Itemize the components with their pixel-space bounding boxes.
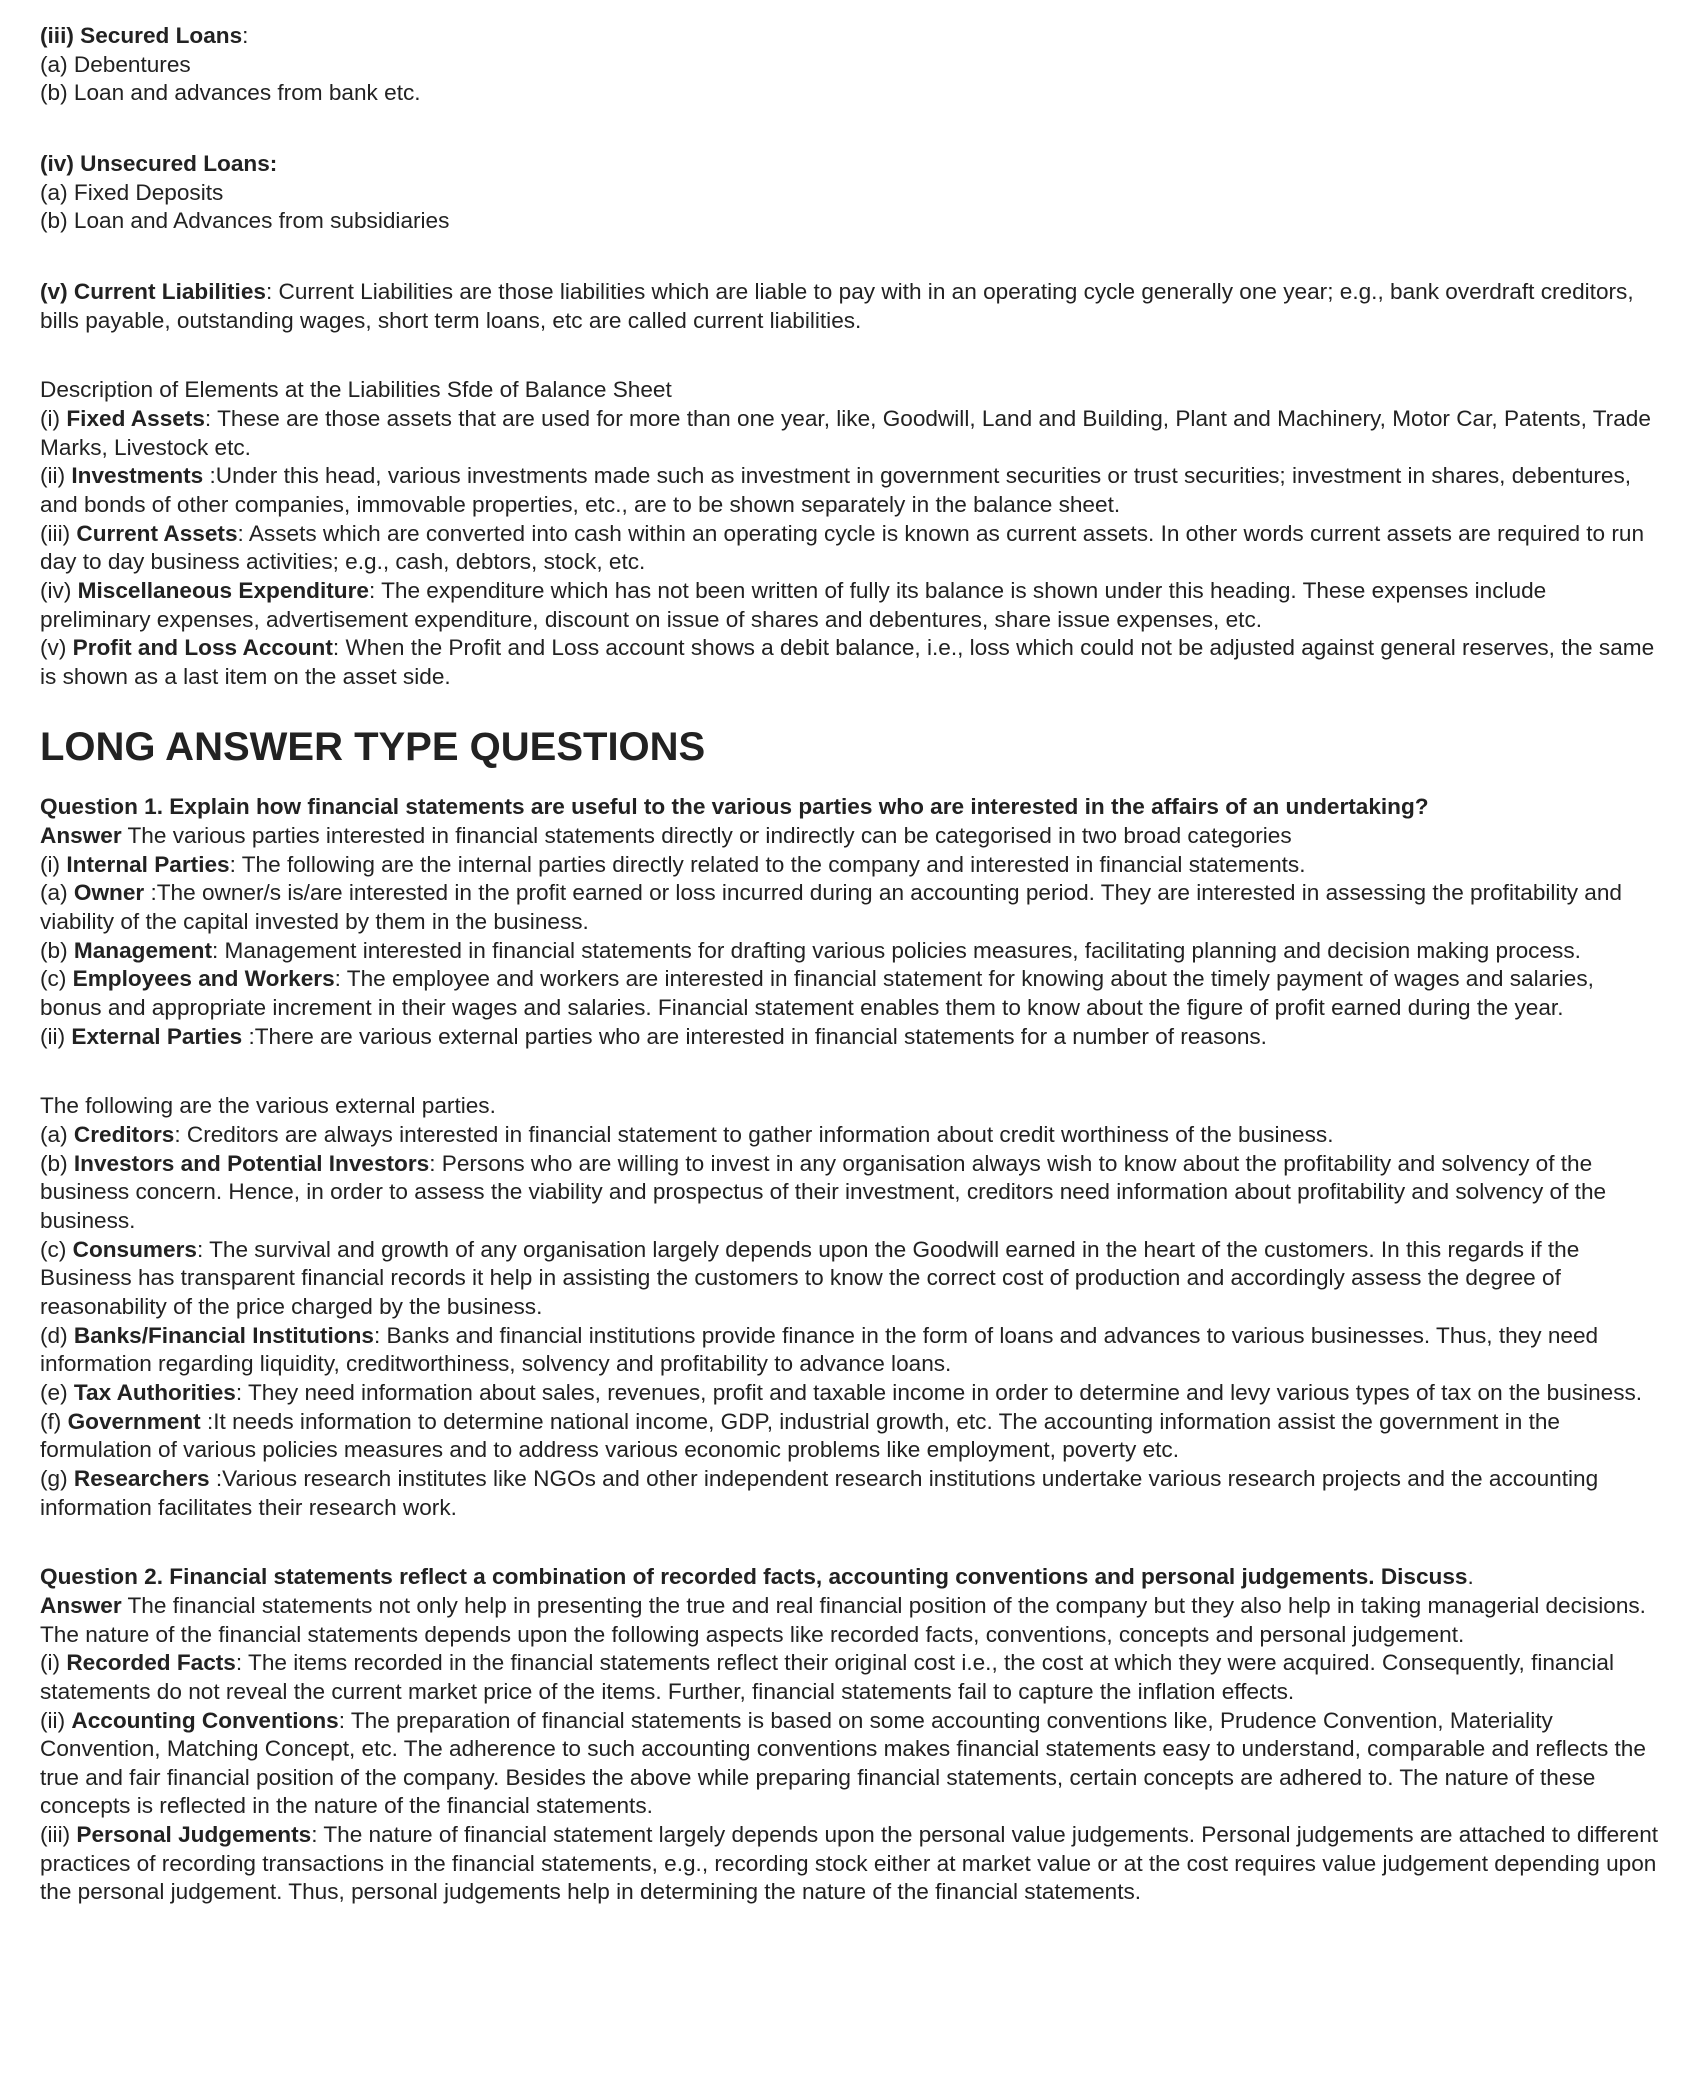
question-suffix: . bbox=[1467, 1564, 1474, 1590]
item-label: Recorded Facts bbox=[66, 1650, 236, 1676]
answer-text: The financial statements not only help in presenting the true and real financial position of the company but they also help in taking managerial decisions. The nature of the financial statements depends upon the following aspects like recorded facts, conventions, concepts and personal judgement. bbox=[40, 1592, 1646, 1647]
item-text: :There are various external parties who are interested in financial statements for a number of reasons. bbox=[242, 1023, 1267, 1049]
current-liabilities-paragraph bbox=[40, 278, 1660, 335]
item-prefix: (c) bbox=[40, 1236, 73, 1262]
external-party-item bbox=[40, 1150, 1660, 1236]
item-prefix: (i) bbox=[40, 851, 67, 877]
answer-intro bbox=[40, 822, 1660, 851]
question-title bbox=[40, 1563, 1660, 1592]
item-text: : Current Liabilities are those liabilities which are liable to pay with in an operating cycle generally one year; e.g., bank overdraft creditors, bills payable, outstanding wages, short term loans, etc are called current liabilities. bbox=[40, 278, 1634, 333]
answer-label: Answer bbox=[40, 823, 122, 849]
item-label: Government bbox=[67, 1408, 201, 1434]
item-text: : The survival and growth of any organisation largely depends upon the Goodwill earned in the heart of the customers. In this regards if the Business has transparent financial records it help in assisting the customers to know the correct cost of production and accordingly assess the degree of reasonability of the price charged by the business. bbox=[40, 1236, 1580, 1319]
item-label: Profit and Loss Account bbox=[72, 635, 333, 661]
external-party-item bbox=[40, 1465, 1660, 1522]
item-prefix: (i) bbox=[40, 1650, 67, 1676]
list-item: (a) Fixed Deposits bbox=[40, 179, 224, 205]
answer-item-accounting-conventions bbox=[40, 1707, 1660, 1822]
item-prefix: (a) bbox=[40, 1122, 74, 1148]
item-label: Investors and Potential Investors bbox=[73, 1150, 430, 1176]
item-label: Creditors bbox=[73, 1122, 175, 1148]
section-heading: LONG ANSWER TYPE QUESTIONS bbox=[40, 725, 706, 770]
item-prefix: (b) bbox=[40, 1150, 74, 1176]
item-text: :Various research institutes like NGOs and other independent research institutions undertake various research projects and the accounting information facilitates their research work. bbox=[40, 1465, 1599, 1520]
item-label: Personal Judgements bbox=[76, 1822, 312, 1848]
heading-label: Secured Loans bbox=[80, 23, 243, 48]
answer-text: The various parties interested in financial statements directly or indirectly can be categorised in two broad categories bbox=[121, 823, 1292, 849]
item-label: Miscellaneous Expenditure bbox=[77, 577, 369, 603]
asset-item-profit-loss bbox=[40, 634, 1660, 691]
external-party-item bbox=[40, 1322, 1660, 1379]
item-prefix: (b) bbox=[40, 937, 74, 963]
item-prefix: (d) bbox=[40, 1322, 74, 1348]
list-item: (b) Loan and Advances from subsidiaries bbox=[40, 208, 450, 234]
item-text: :The owner/s is/are interested in the profit earned or loss incurred during an accounting period. They are interested in assessing the profitability and viability of the capital invested by them in the business. bbox=[40, 880, 1622, 935]
item-prefix: (ii) bbox=[40, 463, 72, 489]
unsecured-loans-section bbox=[40, 150, 1660, 236]
external-party-item bbox=[40, 1379, 1660, 1408]
heading-prefix: (iii) bbox=[40, 23, 81, 48]
asset-item-fixed-assets bbox=[40, 405, 1660, 462]
item-prefix: (v) bbox=[40, 278, 74, 304]
item-text: : Persons who are willing to invest in any organisation always wish to know about the profitability and solvency of the business concern. Hence, in order to assess the viability and prospectus of their investment, creditors need information about profitability and solvency of the business. bbox=[40, 1150, 1607, 1233]
item-prefix: (v) bbox=[40, 635, 73, 661]
item-label: Internal Parties bbox=[66, 851, 230, 877]
answer-intro bbox=[40, 1592, 1660, 1649]
asset-item-misc-expenditure bbox=[40, 577, 1660, 634]
secured-loans-section bbox=[40, 22, 1660, 108]
external-party-item bbox=[40, 1408, 1660, 1465]
item-prefix: (iii) bbox=[40, 520, 77, 546]
internal-party-item bbox=[40, 937, 1660, 966]
item-text: : Creditors are always interested in financial statement to gather information about credit worthiness of the business. bbox=[174, 1122, 1334, 1148]
internal-party-item bbox=[40, 965, 1660, 1022]
item-text: : The items recorded in the financial statements reflect their original cost i.e., the cost at which they were acquired. Consequently, financial statements do not reveal the current market price of the items. Further, financial statements fail to capture the inflation effects. bbox=[40, 1650, 1614, 1704]
item-label: Investments bbox=[71, 463, 204, 489]
list-item: (b) Loan and advances from bank etc. bbox=[40, 80, 421, 106]
item-prefix: (ii) bbox=[40, 1023, 72, 1049]
item-text: : These are those assets that are used for more than one year, like, Goodwill, Land and Building, Plant and Machinery, Motor Car, Patents, Trade Marks, Livestock etc. bbox=[40, 405, 1651, 460]
item-text: : The preparation of financial statements is based on some accounting conventions like, Prudence Convention, Materiality Convention, Matching Concept, etc. The adherence to such accounting conventions makes financial statements easy to understand, comparable and reflects the true and fair financial position of the company. Besides the above while preparing financial statements, certain concepts are adhered to. The nature of these concepts is reflected in the nature of the financial statements. bbox=[40, 1707, 1646, 1819]
external-party-item bbox=[40, 1121, 1660, 1150]
question-text: Question 2. Financial statements reflect a combination of recorded facts, accounting conventions and personal judgements. Discuss bbox=[40, 1564, 1468, 1590]
item-text: : The employee and workers are interested in financial statement for knowing about the timely payment of wages and salaries, bonus and appropriate increment in their wages and salaries. Financial statement enables them to know about the figure of profit earned during the year. bbox=[40, 966, 1594, 1021]
item-prefix: (i) bbox=[40, 405, 67, 431]
item-label: Tax Authorities bbox=[73, 1379, 236, 1405]
item-prefix: (ii) bbox=[40, 1707, 72, 1733]
answer-item-recorded-facts bbox=[40, 1649, 1660, 1706]
item-text: : When the Profit and Loss account shows a debit balance, i.e., loss which could not be adjusted against general reserves, the same is shown as a last item on the asset side. bbox=[40, 635, 1655, 689]
item-label: Current Liabilities bbox=[73, 278, 266, 304]
internal-party-item bbox=[40, 879, 1660, 936]
item-label: Consumers bbox=[72, 1236, 197, 1262]
item-text: : They need information about sales, revenues, profit and taxable income in order to determine and levy various types of tax on the business. bbox=[235, 1379, 1643, 1405]
item-text: : Banks and financial institutions provide finance in the form of loans and advances to various businesses. Thus, they need information regarding liquidity, creditworthiness, solvency and profitability to advance loans. bbox=[40, 1322, 1599, 1377]
assets-section bbox=[40, 376, 1660, 691]
item-prefix: (e) bbox=[40, 1379, 74, 1405]
item-label: External Parties bbox=[71, 1023, 243, 1049]
heading-suffix: : bbox=[242, 23, 249, 48]
external-intro: The following are the various external parties. bbox=[40, 1093, 496, 1119]
question-1 bbox=[40, 793, 1660, 1522]
item-prefix: (a) bbox=[40, 880, 74, 906]
item-label: Fixed Assets bbox=[66, 405, 205, 431]
item-label: Current Assets bbox=[76, 520, 238, 546]
answer-item-personal-judgements bbox=[40, 1821, 1660, 1907]
item-prefix: (c) bbox=[40, 966, 73, 992]
asset-item-current-assets bbox=[40, 520, 1660, 577]
item-label: Accounting Conventions bbox=[71, 1707, 339, 1733]
list-item: (a) Debentures bbox=[40, 51, 191, 77]
item-prefix: (f) bbox=[40, 1408, 68, 1434]
item-text: : The expenditure which has not been written of fully its balance is shown under this heading. These expenses include preliminary expenses, advertisement expenditure, discount on issue of shares and debentures, share issue expenses, etc. bbox=[40, 577, 1547, 632]
item-text: : Assets which are converted into cash within an operating cycle is known as current assets. In other words current assets are required to run day to day business activities; e.g., cash, debtors, stock, etc. bbox=[40, 520, 1645, 575]
secured-loans-heading bbox=[40, 22, 1660, 51]
item-label: Employees and Workers bbox=[72, 966, 335, 992]
assets-intro: Description of Elements at the Liabilities Sfde of Balance Sheet bbox=[40, 377, 672, 403]
item-prefix: (iv) bbox=[40, 577, 78, 603]
item-label: Management bbox=[73, 937, 212, 963]
question-title: Question 1. Explain how financial statements are useful to the various parties who are interested in the affairs of an undertaking? bbox=[40, 794, 1429, 820]
external-party-item bbox=[40, 1236, 1660, 1322]
question-2 bbox=[40, 1563, 1660, 1907]
external-parties bbox=[40, 1023, 1660, 1052]
answer-label: Answer bbox=[40, 1592, 122, 1618]
item-text: : The nature of financial statement largely depends upon the personal value judgements. Personal judgements are attached to different practices of recording transactions in the financial statements, e.g., recording stock either at market value or at the cost requires value judgement depending upon the personal judgement. Thus, personal judgements help in determining the nature of the financial statements. bbox=[40, 1822, 1659, 1905]
item-text: :It needs information to determine national income, GDP, industrial growth, etc. The accounting information assist the government in the formulation of various policies measures and to address various economic problems like employment, poverty etc. bbox=[40, 1408, 1560, 1463]
item-text: : Management interested in financial statements for drafting various policies measures, facilitating planning and decision making process. bbox=[212, 937, 1581, 963]
internal-parties bbox=[40, 851, 1660, 880]
item-label: Researchers bbox=[73, 1465, 210, 1491]
item-label: Owner bbox=[73, 880, 145, 906]
item-text: : The following are the internal parties directly related to the company and interested in financial statements. bbox=[229, 851, 1306, 877]
unsecured-loans-heading: (iv) Unsecured Loans: bbox=[40, 150, 278, 176]
item-prefix: (g) bbox=[40, 1465, 74, 1491]
asset-item-investments bbox=[40, 462, 1660, 519]
item-label: Banks/Financial Institutions bbox=[73, 1322, 374, 1348]
item-prefix: (iii) bbox=[40, 1822, 77, 1848]
item-text: :Under this head, various investments made such as investment in government securities or trust securities; investment in shares, debentures, and bonds of other companies, immovable properties, etc., are to be shown separately in the balance sheet. bbox=[40, 463, 1632, 517]
